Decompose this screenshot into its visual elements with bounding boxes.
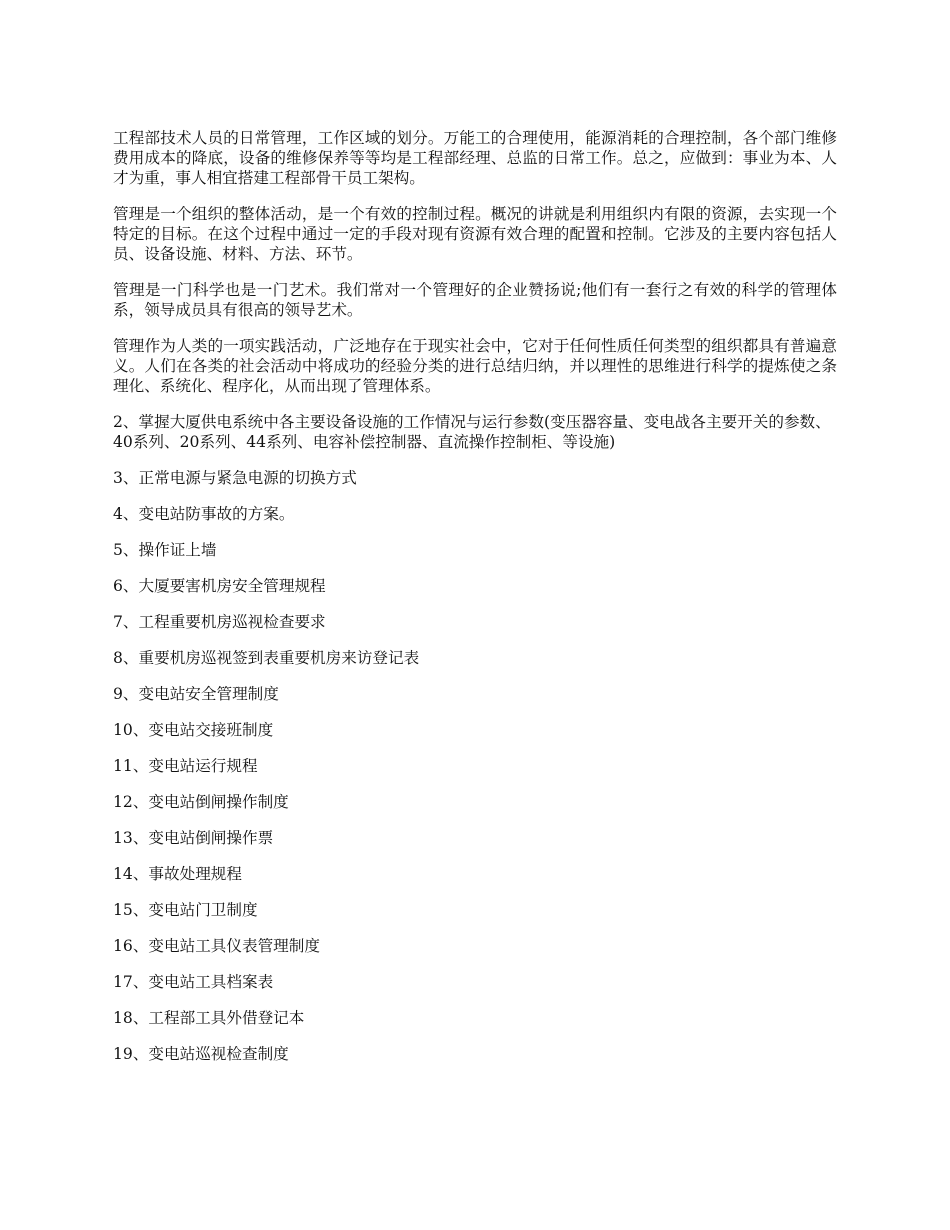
list-item: 11、变电站运行规程 [113, 757, 258, 775]
list-item: 2、掌握大厦供电系统中各主要设备设施的工作情况与运行参数(变压器容量、变电战各主要开关的参数、40系列、20系列、44系列、电容补偿控制器、直流操作控制柜、等设施) [113, 413, 831, 451]
regulation-list [113, 412, 837, 1064]
paragraph-engineering-management: 工程部技术人员的日常管理，工作区域的划分。万能工的合理使用，能源消耗的合理控制，各个部门维修费用成本的降底，设备的维修保养等等均是工程部经理、总监的日常工作。总之，应做到：事业为本、人才为重，事人相宜搭建工程部骨干员工架构。 [113, 129, 837, 187]
list-item: 13、变电站倒闸操作票 [113, 829, 274, 847]
list-item: 15、变电站门卫制度 [113, 901, 258, 919]
document-page [113, 128, 837, 1080]
list-item: 18、工程部工具外借登记本 [113, 1009, 305, 1027]
paragraph-management-system: 管理作为人类的一项实践活动，广泛地存在于现实社会中，它对于任何性质任何类型的组织都具有普遍意义。人们在各类的社会活动中将成功的经验分类的进行总结归纳，并以理性的思维进行科学的提炼使之条理化、系统化、程序化，从而出现了管理体系。 [113, 337, 837, 395]
paragraph-management-definition: 管理是一个组织的整体活动，是一个有效的控制过程。概况的讲就是利用组织内有限的资源，去实现一个特定的目标。在这个过程中通过一定的手段对现有资源有效合理的配置和控制。它涉及的主要内容包括人员、设备设施、材料、方法、环节。 [113, 205, 837, 263]
list-item: 17、变电站工具档案表 [113, 973, 274, 991]
paragraph-management-science-art: 管理是一门科学也是一门艺术。我们常对一个管理好的企业赞扬说;他们有一套行之有效的科学的管理体系，领导成员具有很高的领导艺术。 [113, 281, 837, 319]
list-item: 19、变电站巡视检查制度 [113, 1045, 289, 1063]
list-item: 14、事故处理规程 [113, 865, 242, 883]
list-item: 10、变电站交接班制度 [113, 721, 274, 739]
list-item: 9、变电站安全管理制度 [113, 685, 279, 703]
list-item: 5、操作证上墙 [113, 541, 217, 559]
list-item: 7、工程重要机房巡视检查要求 [113, 613, 326, 631]
list-item: 3、正常电源与紧急电源的切换方式 [113, 469, 357, 487]
list-item: 4、变电站防事故的方案。 [113, 505, 295, 523]
list-item: 16、变电站工具仪表管理制度 [113, 937, 320, 955]
list-item: 6、大厦要害机房安全管理规程 [113, 577, 326, 595]
list-item: 12、变电站倒闸操作制度 [113, 793, 289, 811]
list-item: 8、重要机房巡视签到表重要机房来访登记表 [113, 649, 420, 667]
